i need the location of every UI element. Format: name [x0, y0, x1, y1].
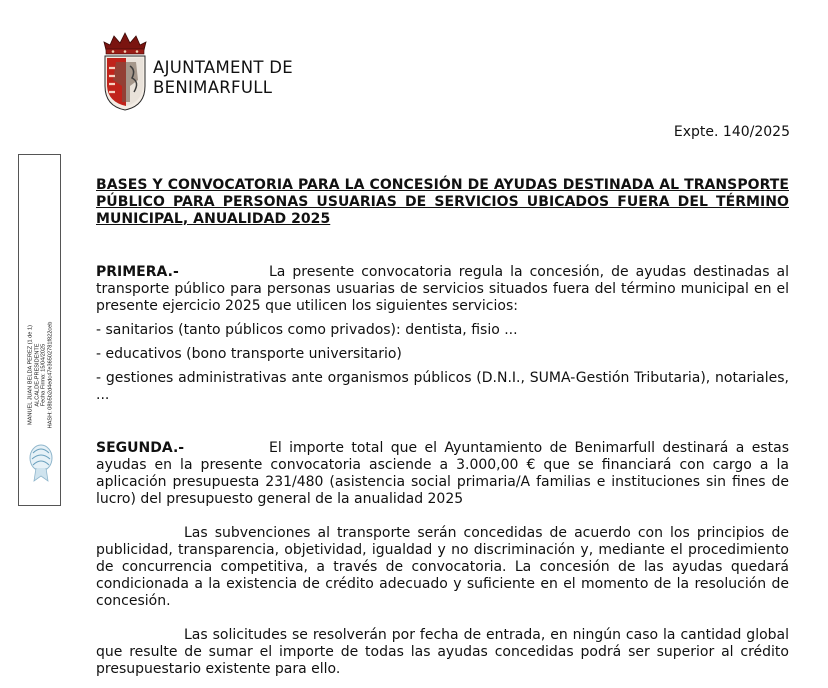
digital-signature-seal-icon [27, 441, 55, 483]
signer-role: ALCALDE-PRESIDENTE [33, 343, 40, 407]
segunda-paragraph-2: Las subvenciones al transporte serán concedidas de acuerdo con los principios de publicidad, transparencia, objetividad, igualdad y no discriminación y, mediante el procedimiento de concurrencia competitiva, a través de convocatoria. La concesión de las ayudas quedará condicionada a la existencia de crédito adecuado y suficiente en el momento de la resolución de concesión. [96, 525, 789, 609]
primera-paragraph [96, 264, 789, 315]
document-title: BASES Y CONVOCATORIA PARA LA CONCESIÓN DE AYUDAS DESTINADA AL TRANSPORTE PÚBLICO PARA PERSONAS USUARIAS DE SERVICIOS UBICADOS FUERA DEL TÉRMINO MUNICIPAL, ANUALIDAD 2025 [96, 177, 789, 227]
segunda-heading: SEGUNDA.- [96, 440, 185, 456]
signature-hash: HASH: 08b5b2d4edc47e36502781f822ceb [46, 321, 53, 429]
list-item: - educativos (bono transporte universitario) [96, 346, 402, 362]
primera-intro: La presente convocatoria regula la concesión, de ayudas destinadas al transporte público para personas usuarias de servicios situados fuera del término municipal en el presente ejercicio 2025 que utilicen los siguientes servicios: [96, 264, 789, 314]
document-body [96, 177, 789, 678]
list-item: - sanitarios (tanto públicos como privados): dentista, fisio ... [96, 322, 518, 338]
segunda-paragraph-3: Las solicitudes se resolverán por fecha de entrada, en ningún caso la cantidad global que resulte de sumar el importe de todas las ayudas concedidas podrá ser superior al crédito presupuestario existente para ello. [96, 627, 789, 677]
signature-text [27, 322, 53, 429]
segunda-paragraph [96, 440, 789, 508]
list-item: - gestiones administrativas ante organismos públicos (D.N.I., SUMA-Gestión Tributaria), notariales, ... [96, 370, 789, 403]
signature-date: Fecha Firma: 15/04/2025 [40, 343, 46, 407]
municipal-coat-of-arms-icon [100, 30, 150, 112]
expediente-number: Expte. 140/2025 [673, 124, 790, 140]
signer-name: MANUEL JUAN BELDA PEREZ (1 de 1) [27, 325, 33, 425]
signature-block [18, 154, 61, 506]
municipality-logo [100, 30, 310, 115]
org-name-line1: AJUNTAMENT DE [153, 58, 294, 77]
primera-heading: PRIMERA.- [96, 264, 179, 280]
org-name-line2: BENIMARFULL [153, 78, 273, 97]
segunda-intro: El importe total que el Ayuntamiento de Benimarfull destinará a estas ayudas en la presente convocatoria asciende a 3.000,00 € que se financiará con cargo a la aplicación presupuesta 231/480 (asistencia social primaria/A familias e instituciones sin fines de lucro) del presupuesto general de la anualidad 2025 [96, 440, 789, 507]
